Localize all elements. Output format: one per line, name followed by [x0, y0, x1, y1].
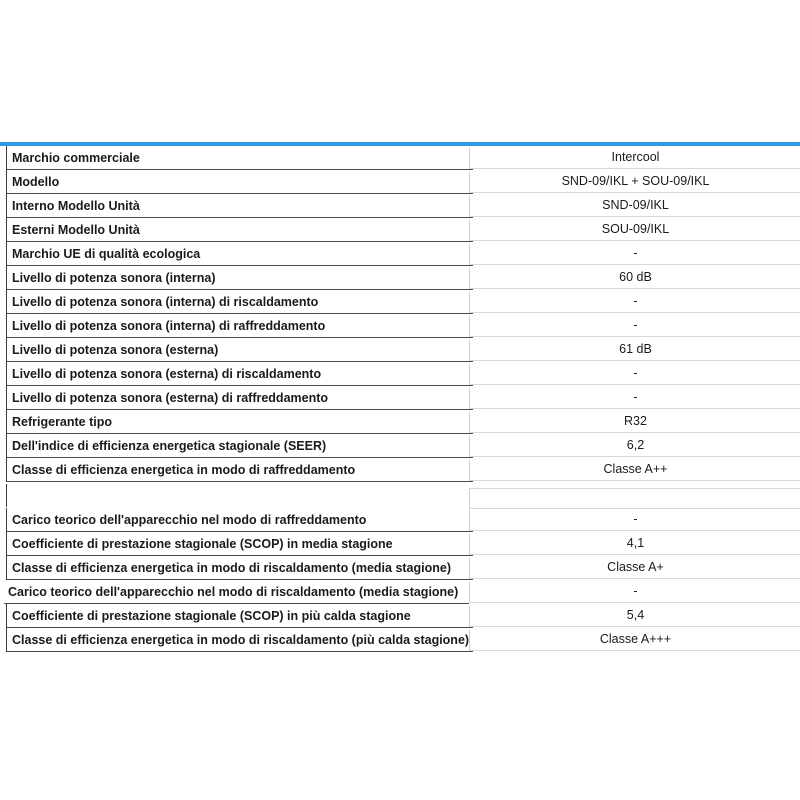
row-label: Esterni Modello Unità — [6, 218, 473, 242]
table-row — [0, 194, 800, 218]
row-value: SND-09/IKL — [469, 196, 800, 217]
table-row — [0, 170, 800, 194]
spec-table-section-2 — [0, 508, 800, 652]
row-label: Livello di potenza sonora (esterna) — [6, 338, 473, 362]
table-row — [0, 532, 800, 556]
table-row — [0, 146, 800, 170]
row-value: - — [469, 582, 800, 603]
table-row — [0, 458, 800, 482]
row-value: SND-09/IKL + SOU-09/IKL — [469, 172, 800, 193]
table-spacer-row — [0, 484, 800, 508]
table-row — [0, 386, 800, 410]
row-label: Marchio commerciale — [6, 146, 473, 170]
row-label: Livello di potenza sonora (esterna) di riscaldamento — [6, 362, 473, 386]
spacer-value-cell — [469, 488, 800, 509]
row-label: Classe di efficienza energetica in modo di raffreddamento — [6, 458, 473, 482]
row-value: - — [469, 244, 800, 265]
row-value: 60 dB — [469, 268, 800, 289]
row-label: Marchio UE di qualità ecologica — [6, 242, 473, 266]
table-row — [0, 242, 800, 266]
table-row — [0, 628, 800, 652]
row-label: Classe di efficienza energetica in modo di riscaldamento (media stagione) — [6, 556, 473, 580]
table-row — [0, 218, 800, 242]
table-row — [0, 266, 800, 290]
row-value: - — [469, 510, 800, 531]
row-value: Classe A+ — [469, 558, 800, 579]
row-label: Classe di efficienza energetica in modo di riscaldamento (più calda stagione) — [6, 628, 473, 652]
row-value: Classe A+++ — [469, 630, 800, 651]
row-value: Classe A++ — [469, 460, 800, 481]
row-label: Livello di potenza sonora (interna) di riscaldamento — [6, 290, 473, 314]
row-value: 61 dB — [469, 340, 800, 361]
row-label: Modello — [6, 170, 473, 194]
spec-table-section-1 — [0, 146, 800, 482]
row-label: Refrigerante tipo — [6, 410, 473, 434]
table-row — [0, 556, 800, 580]
table-row — [0, 604, 800, 628]
row-value: R32 — [469, 412, 800, 433]
row-value: 5,4 — [469, 606, 800, 627]
row-label: Coefficiente di prestazione stagionale (SCOP) in media stagione — [6, 532, 473, 556]
row-label: Interno Modello Unità — [6, 194, 473, 218]
row-value: SOU-09/IKL — [469, 220, 800, 241]
row-label: Carico teorico dell'apparecchio nel modo di riscaldamento (media stagione) — [4, 580, 469, 604]
table-row — [0, 434, 800, 458]
table-row — [0, 290, 800, 314]
table-row — [0, 314, 800, 338]
spacer-label-cell — [6, 484, 467, 507]
row-value: - — [469, 292, 800, 313]
table-row — [0, 362, 800, 386]
table-row — [0, 338, 800, 362]
row-value: 4,1 — [469, 534, 800, 555]
row-label: Coefficiente di prestazione stagionale (SCOP) in più calda stagione — [6, 604, 473, 628]
row-value: - — [469, 364, 800, 385]
row-value: - — [469, 316, 800, 337]
row-value: - — [469, 388, 800, 409]
table-row — [0, 580, 800, 604]
table-row — [0, 410, 800, 434]
row-value: Intercool — [469, 148, 800, 169]
table-row — [0, 508, 800, 532]
row-label: Livello di potenza sonora (esterna) di raffreddamento — [6, 386, 473, 410]
row-label: Carico teorico dell'apparecchio nel modo di raffreddamento — [6, 508, 473, 532]
row-label: Livello di potenza sonora (interna) — [6, 266, 473, 290]
row-label: Livello di potenza sonora (interna) di raffreddamento — [6, 314, 473, 338]
row-value: 6,2 — [469, 436, 800, 457]
row-label: Dell'indice di efficienza energetica stagionale (SEER) — [6, 434, 473, 458]
